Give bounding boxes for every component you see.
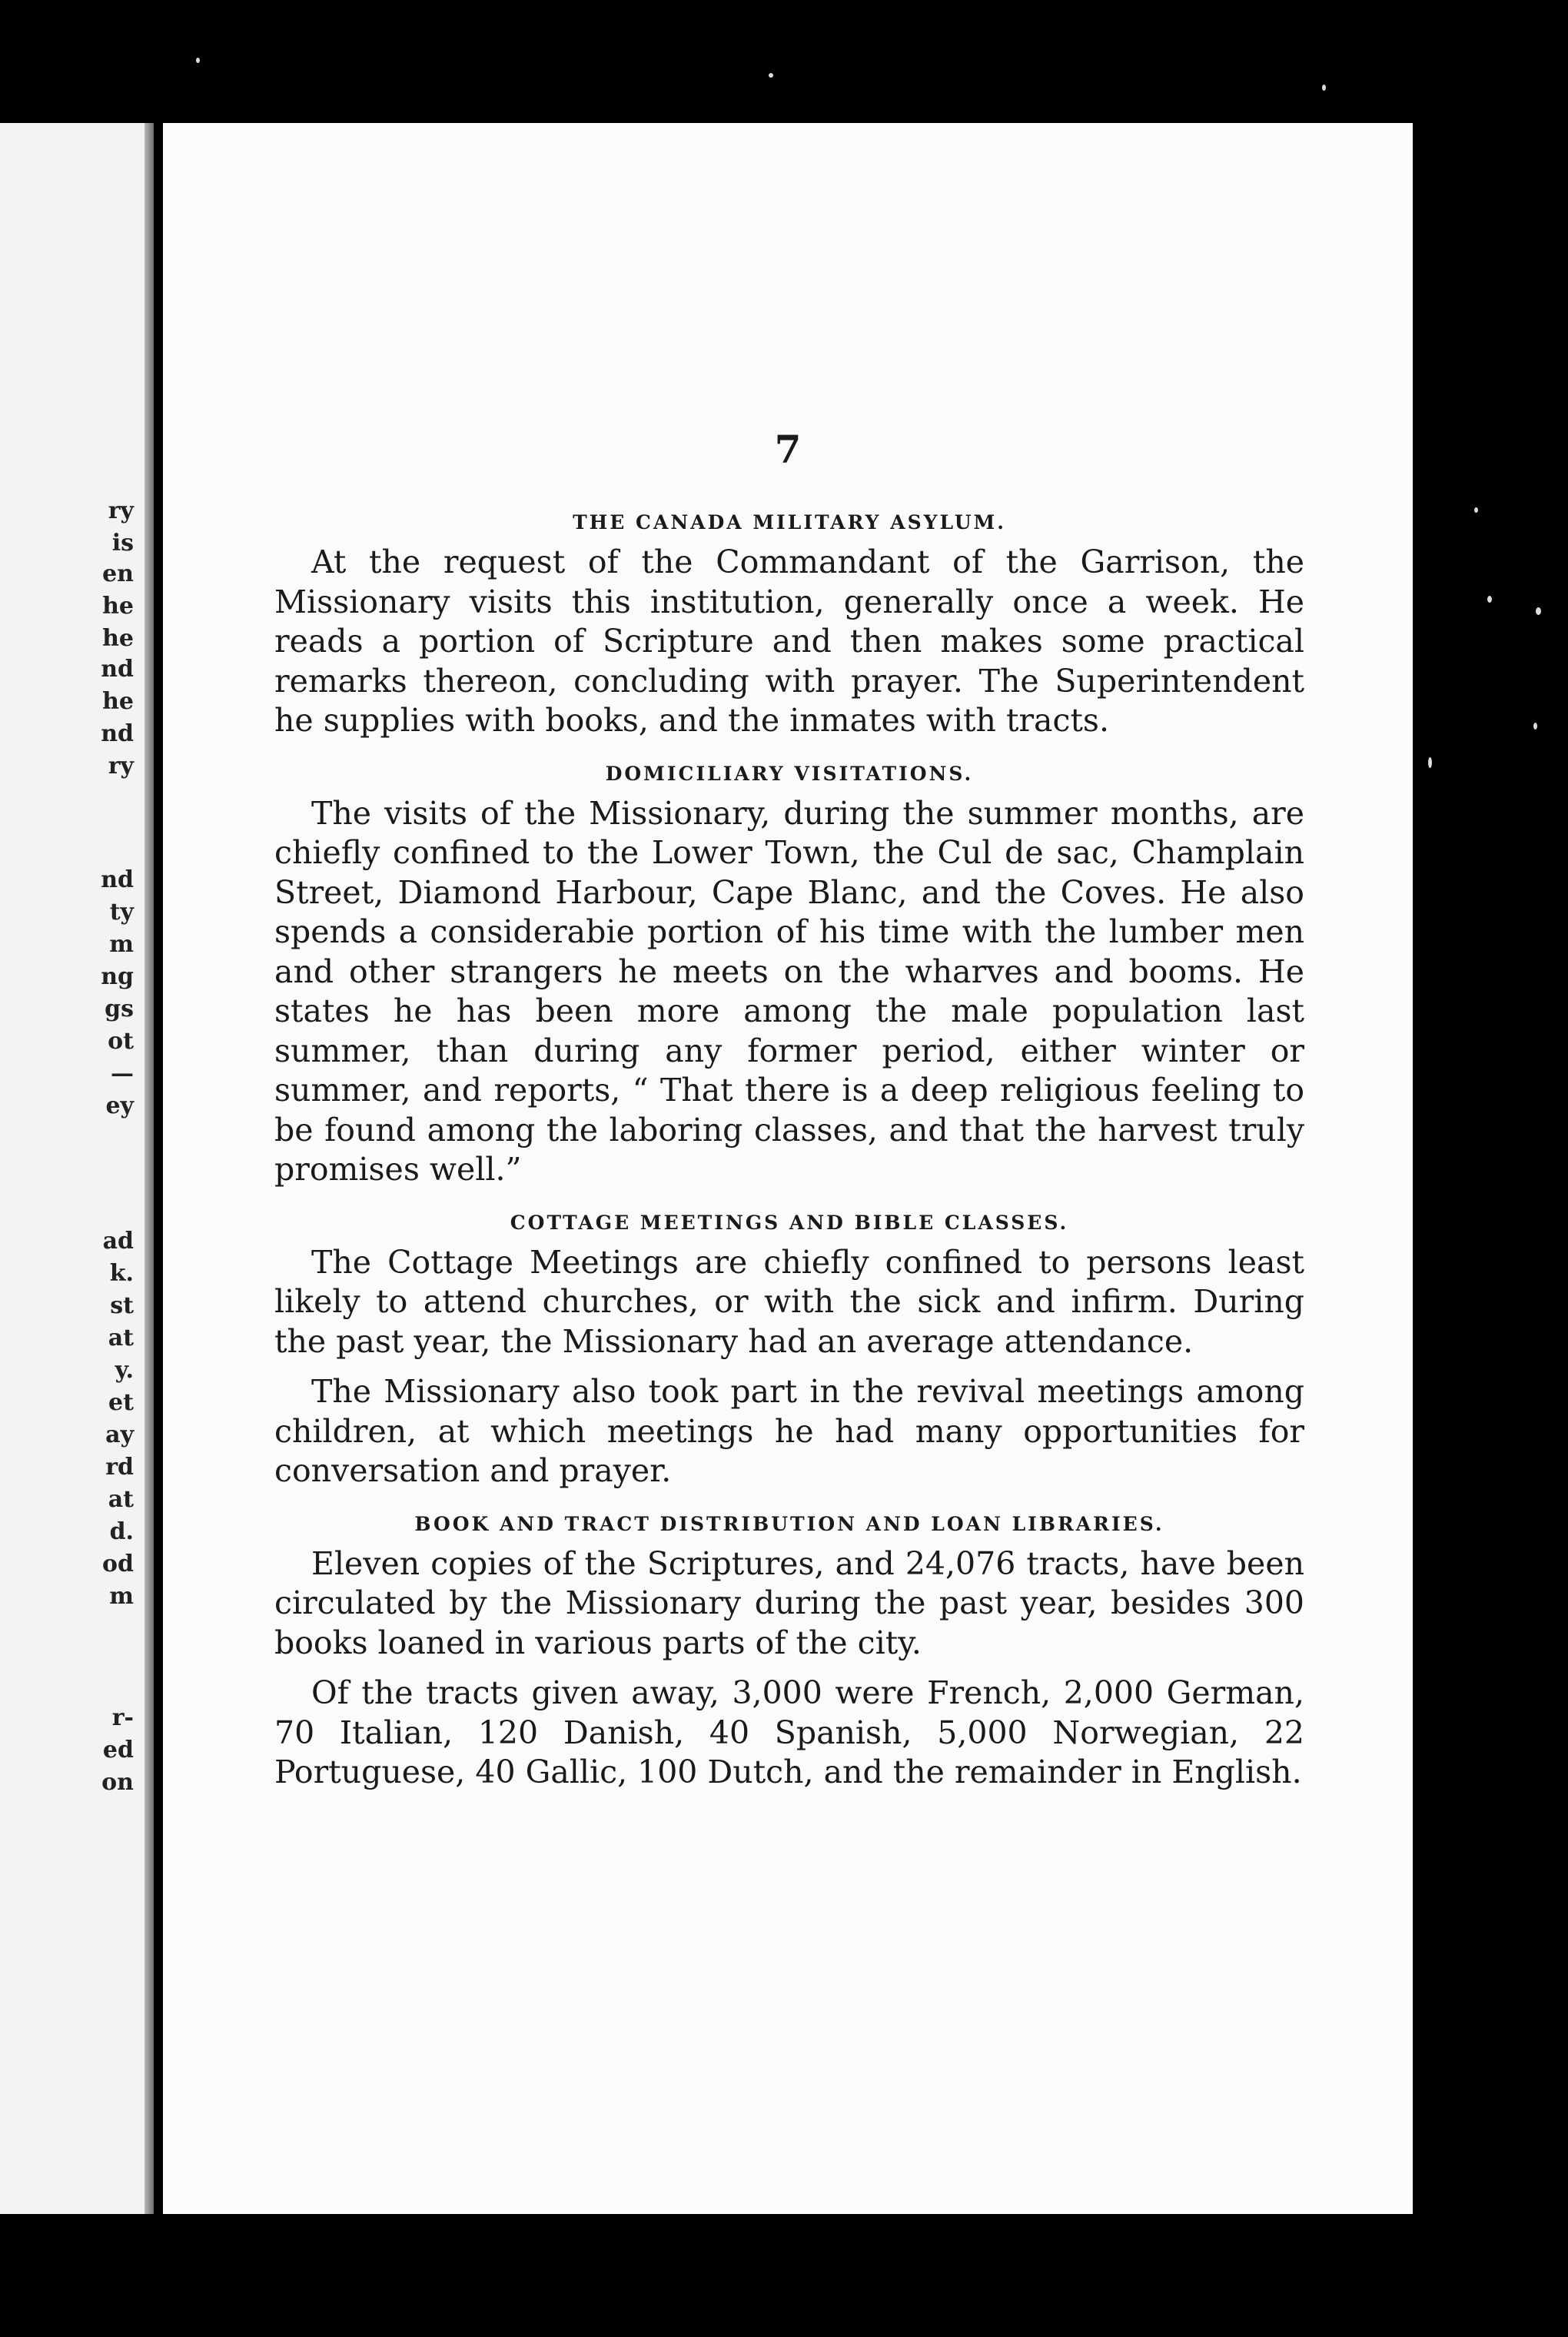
facing-page-fragment: ad [102,1228,134,1255]
facing-page-fragment: nd [101,720,134,747]
scan-speck [1536,607,1541,615]
facing-page-fragment: at [108,1325,134,1351]
facing-page-fragment: st [110,1292,134,1319]
scan-speck [1487,596,1492,603]
facing-page-fragment: rd [105,1454,134,1481]
facing-page-fragment: ed [102,1737,134,1764]
facing-page-fragment: ty [109,899,134,926]
page-body [274,511,1304,1814]
scan-speck [1322,85,1326,91]
facing-page-fragment: nd [101,656,134,683]
section-heading: DOMICILIARY VISITATIONS. [605,762,974,785]
section-heading: BOOK AND TRACT DISTRIBUTION AND LOAN LIBRARIES. [414,1512,1164,1535]
facing-page-fragment: he [102,593,134,620]
scan-speck [1474,507,1478,513]
facing-page-fragment: y. [115,1357,134,1384]
facing-page-fragment: m [109,931,134,958]
facing-page-fragment: — [111,1060,134,1087]
facing-page-fragment: at [108,1486,134,1513]
scan-speck [769,73,773,78]
paragraph: The Cottage Meetings are chiefly confined to persons least likely to attend churches, or with the sick and infirm. During the past year, the Missionary had an average attendance. [274,1243,1304,1360]
facing-page-fragment: is [111,530,134,557]
facing-page-fragment: on [101,1769,134,1796]
facing-page-fragment: nd [101,866,134,893]
page-gutter [145,123,154,2214]
scan-speck [1533,723,1537,730]
facing-page-fragment: ot [108,1028,134,1055]
facing-page-fragment: ry [108,753,134,780]
facing-page-fragment: en [102,560,134,587]
section-domiciliary-visitations [274,763,1304,1190]
facing-page-fragment: ng [101,963,134,990]
facing-page-fragment: d. [109,1518,134,1545]
facing-page-fragment: k. [109,1260,134,1287]
page-number: 7 [774,427,802,472]
facing-page-fragment: m [109,1583,134,1610]
section-heading: THE CANADA MILITARY ASYLUM. [573,511,1006,534]
facing-page-fragment: od [102,1551,134,1577]
section-book-tract-distribution [274,1513,1304,1793]
section-military-asylum [274,511,1304,741]
paragraph: Of the tracts given away, 3,000 were French, 2,000 German, 70 Italian, 120 Danish, 40 Spanish, 5,000 Norwegian, 22 Portuguese, 40 Gallic, 100 Dutch, and the remainder in English. [274,1674,1304,1790]
scan-speck [196,58,200,63]
section-cottage-meetings [274,1212,1304,1491]
facing-page-fragment: he [102,625,134,652]
paragraph: At the request of the Commandant of the Garrison, the Missionary visits this institution, generally once a week. He reads a portion of Scripture and then makes some practical remarks thereon, concluding with prayer. The Superintendent he supplies with books, and the inmates with tracts. [274,544,1304,739]
paragraph: The Missionary also took part in the revival meetings among children, at which meetings he had many opportunities for conversation and prayer. [274,1373,1304,1489]
facing-page-fragment: ry [108,497,134,524]
paragraph: Eleven copies of the Scriptures, and 24,076 tracts, have been circulated by the Missionary during the past year, besides 300 books loaned in various parts of the city. [274,1544,1304,1661]
paragraph: The visits of the Missionary, during the summer months, are chiefly confined to the Lower Town, the Cul de sac, Champlain Street, Diamond Harbour, Cape Blanc, and the Coves. He also spends a considerabie portion of his time with the lumber men and other strangers he meets on the wharves and booms. He states he has been more among the male population last summer, than during any former period, either winter or summer, and reports, “ That there is a deep religious feeling to be found among the laboring classes, and that the harvest truly promises well.” [274,794,1304,1188]
facing-page-fragment: gs [105,996,134,1022]
scan-speck [1428,757,1432,768]
facing-page-fragment: r- [111,1704,134,1731]
facing-page-text-fragments [0,123,145,2214]
facing-page-fragment: ey [105,1092,134,1119]
facing-page-fragment: he [102,688,134,715]
section-heading: COTTAGE MEETINGS AND BIBLE CLASSES. [510,1211,1069,1234]
facing-page [0,123,154,2214]
facing-page-fragment: et [108,1389,134,1416]
document-page [163,123,1413,2214]
facing-page-fragment: ay [105,1421,134,1448]
